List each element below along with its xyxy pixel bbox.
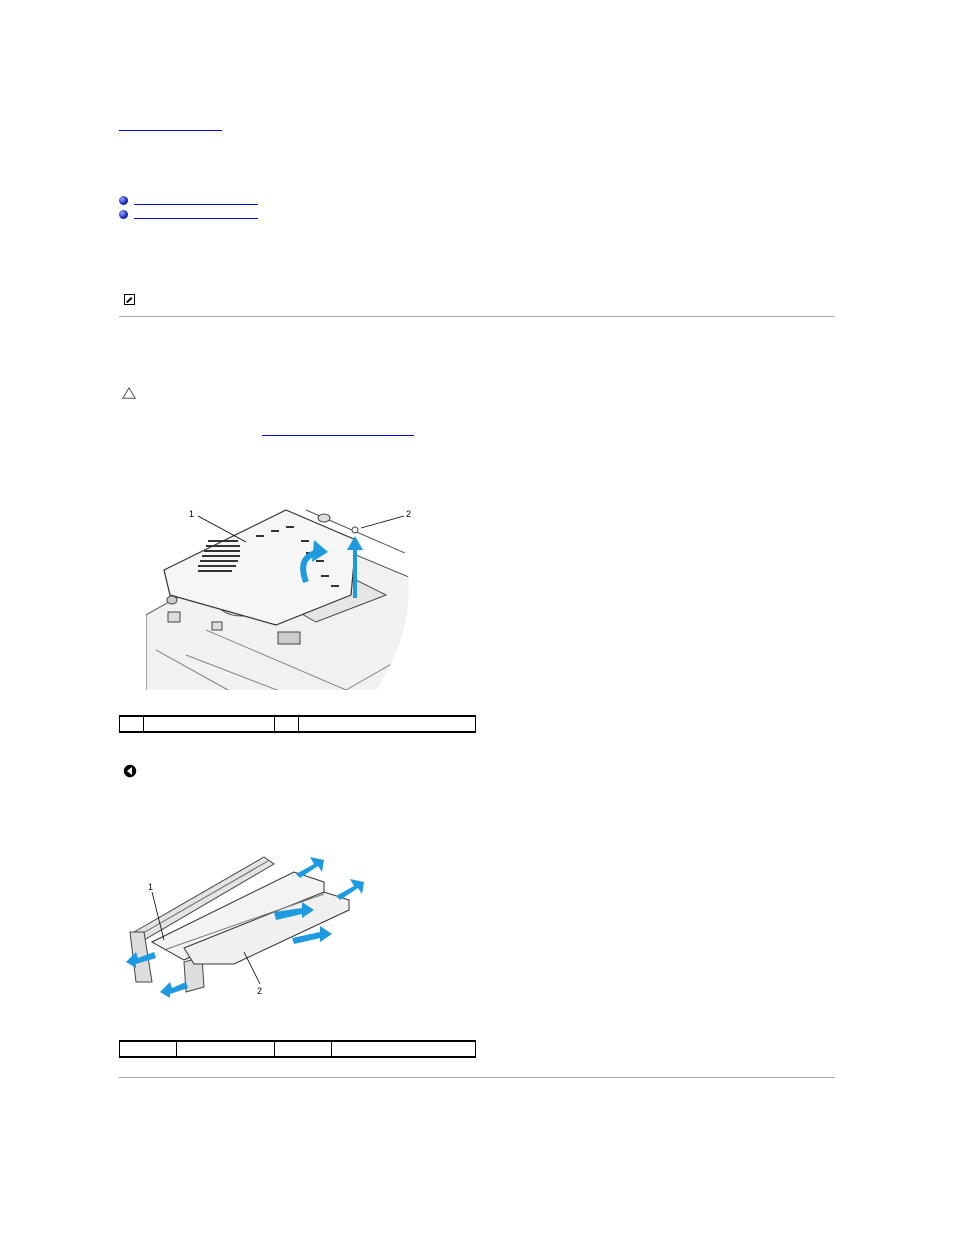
- procedure-link-underline: [262, 435, 414, 436]
- table-cell: [177, 1041, 275, 1057]
- table-row: [120, 1041, 476, 1057]
- section-divider: [119, 1077, 835, 1078]
- table-cell: [120, 716, 144, 732]
- memory-module-figure: [124, 852, 374, 1002]
- toc-link-1-underline: [134, 204, 258, 205]
- bullet-icon: [119, 196, 128, 205]
- fig2-callout-2: 2: [257, 986, 263, 996]
- notice-icon: [123, 764, 137, 778]
- table-cell: [275, 1041, 332, 1057]
- table-row: [120, 716, 476, 732]
- fig1-callout-1: 1: [189, 509, 195, 519]
- table-cell: [299, 716, 476, 732]
- table-cell: [120, 1041, 177, 1057]
- fig2-callout-1: 1: [148, 882, 154, 892]
- fig1-callout-2: 2: [406, 509, 412, 519]
- table-cell: [275, 716, 299, 732]
- toc-link-2-underline: [134, 218, 258, 219]
- module-cover-figure: [146, 500, 426, 700]
- table-cell: [332, 1041, 476, 1057]
- note-icon: [124, 294, 135, 305]
- caution-icon: [122, 387, 136, 399]
- back-link-underline: [119, 130, 222, 131]
- section-divider: [119, 316, 835, 317]
- callout-table-1: [119, 715, 476, 733]
- table-cell: [144, 716, 275, 732]
- bullet-icon: [119, 210, 128, 219]
- callout-table-2: [119, 1040, 476, 1058]
